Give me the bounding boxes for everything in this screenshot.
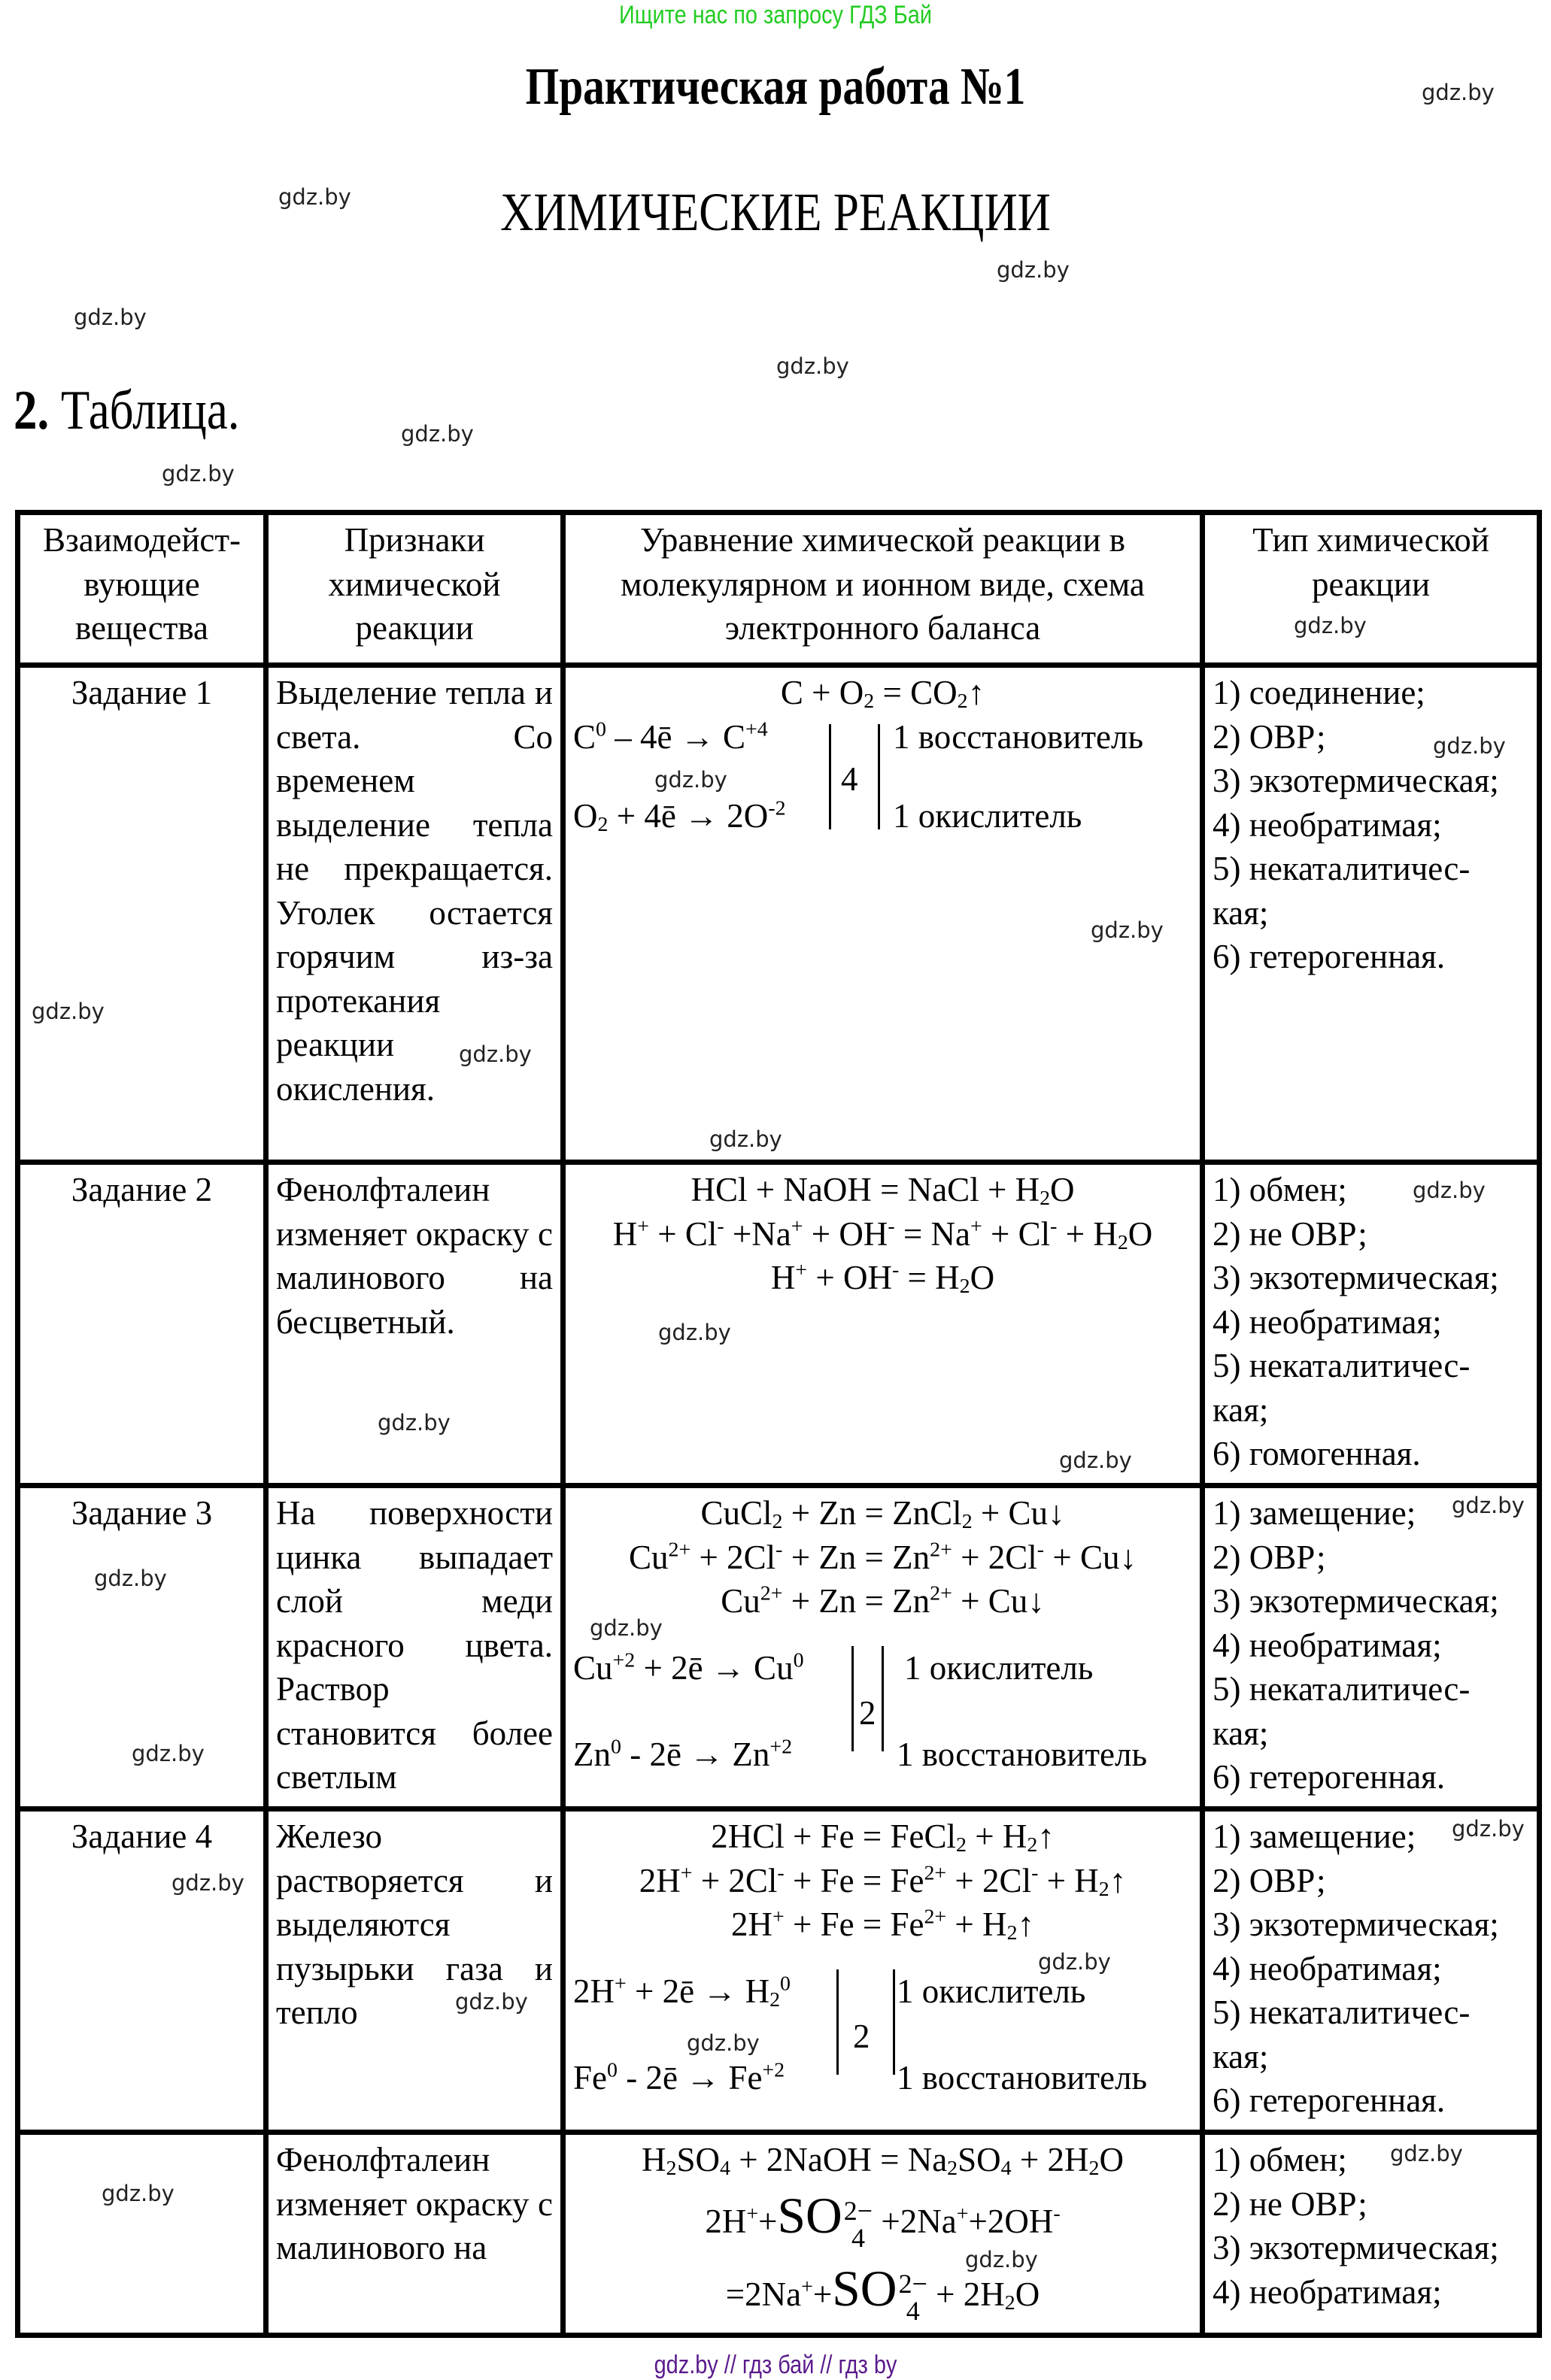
balance-role: 1 восстановитель — [897, 1735, 1147, 1773]
task-cell: Задание 3 — [18, 1486, 266, 1809]
type-item: 1) замещение; — [1213, 1818, 1416, 1855]
balance-role: 1 восстановитель — [897, 2058, 1147, 2097]
signs-cell: Фенолфталеин изменяет окраску с малинового на — [266, 2133, 563, 2336]
watermark: gdz.by — [1433, 733, 1506, 759]
molecular-equation: CuCl$_2$ + Zn = ZnCl$_2$ + Cu↓ — [700, 1494, 1065, 1534]
type-item: 3) экзотермическая; — [1213, 2229, 1499, 2266]
type-item: 2) не ОВР; — [1213, 1214, 1367, 1253]
watermark: gdz.by — [965, 2247, 1038, 2272]
section-number: 2. — [14, 380, 50, 441]
watermark: gdz.by — [658, 1320, 731, 1345]
watermark: gdz.by — [455, 1989, 528, 2015]
watermark: gdz.by — [102, 2181, 175, 2206]
watermark: gdz.by — [709, 1126, 782, 1152]
molecular-equation: 2HCl + Fe = FeCl$_2$ + $H_2↑$ — [711, 1818, 1055, 1857]
watermark: gdz.by — [74, 305, 147, 330]
header-signs: Признаки химической реакции — [266, 513, 563, 665]
molecular-equation: $C + O_2$ = $CO_2↑$ — [780, 674, 985, 714]
task-cell: Задание 1 — [18, 665, 266, 1163]
type-item: 4) необратимая; — [1213, 2272, 1442, 2311]
page-subtitle: ХИМИЧЕСКИЕ РЕАКЦИИ — [500, 182, 1051, 242]
task-cell: Задание 4 — [18, 1809, 266, 2133]
footer-links[interactable]: gdz.by // гдз бай // гдз by — [654, 2351, 897, 2379]
balance-role: 1 окислитель — [893, 796, 1082, 835]
type-item: 3) экзотермическая; — [1213, 1259, 1499, 1296]
full-ionic-equation: 2H++SO 2− 4 +2Na++2OH- — [705, 2187, 1061, 2254]
balance-role: 1 окислитель — [897, 1972, 1086, 2010]
type-cell — [1203, 2133, 1540, 2336]
electronic-balance — [573, 1646, 1192, 1773]
half-reaction-oxidation: $C^0$ – 4ē → $C^{+4}$ — [573, 717, 768, 756]
type-item: 5) некаталитичес- — [1213, 850, 1471, 887]
half-reaction-oxidation: Zn$^0$ - 2ē → $Zn^{+2}$ — [573, 1734, 793, 1773]
watermark: gdz.by — [94, 1566, 167, 1591]
balance-lcm: 2 — [859, 1693, 876, 1732]
watermark: gdz.by — [378, 1410, 451, 1436]
half-reaction-reduction: $O_2$ + 4ē → $2O^{-2}$ — [573, 796, 786, 836]
signs-cell: Выделение тепла и света. Со временем выделение тепла не прекращается. Уголек остается горячим из-за протекания реакции окисления. — [266, 665, 563, 1163]
type-item: 1) обмен; — [1213, 2141, 1347, 2178]
signs-cell: Фенолфталеин изменяет окраску с малинового на бесцветный. — [266, 1163, 563, 1486]
table-row — [18, 1809, 1540, 2133]
type-item: 5) некаталитичес- — [1213, 1993, 1471, 2031]
balance-divider — [851, 1646, 854, 1751]
type-item: кая; — [1213, 2037, 1269, 2075]
balance-lcm: 2 — [853, 2017, 870, 2055]
watermark: gdz.by — [1413, 1178, 1486, 1203]
watermark: gdz.by — [1422, 80, 1495, 105]
watermark: gdz.by — [1091, 917, 1164, 943]
watermark: gdz.by — [590, 1615, 663, 1641]
type-item: 5) некаталитичес- — [1213, 1670, 1471, 1708]
type-item: 3) экзотермическая; — [1213, 1582, 1499, 1620]
type-item: 4) необратимая; — [1213, 1626, 1442, 1664]
watermark: gdz.by — [654, 767, 727, 793]
watermark: gdz.by — [1390, 2141, 1463, 2166]
type-cell — [1203, 1163, 1540, 1486]
type-cell — [1203, 1809, 1540, 2133]
balance-divider — [893, 1969, 895, 2075]
balance-role: 1 окислитель — [904, 1648, 1094, 1687]
section-label: Таблица. — [60, 380, 240, 441]
watermark: gdz.by — [997, 257, 1070, 283]
type-item: 4) необратимая; — [1213, 1949, 1442, 1987]
watermark: gdz.by — [171, 1870, 244, 1896]
half-reaction-reduction: $Cu^{+2}$ + 2ē → $Cu^0$ — [573, 1648, 804, 1687]
watermark: gdz.by — [1059, 1448, 1132, 1473]
type-item: 3) экзотермическая; — [1213, 1906, 1499, 1943]
type-item: 1) обмен; — [1213, 1171, 1347, 1208]
full-ionic-equation: $2H^+ + 2Cl^- + Fe = Fe^{2+} + 2Cl^-$ + $H_2↑$ — [639, 1860, 1127, 1901]
type-item: 6) гетерогенная. — [1213, 2081, 1446, 2119]
watermark: gdz.by — [687, 2030, 760, 2056]
type-item: 2) не ОВР; — [1213, 2184, 1367, 2223]
watermark: gdz.by — [1452, 1816, 1525, 1842]
type-item: 4) необратимая; — [1213, 1302, 1442, 1341]
balance-divider — [878, 724, 880, 829]
type-item: 1) соединение; — [1213, 674, 1425, 711]
watermark: gdz.by — [162, 461, 235, 487]
short-ionic-equation: $H^+ + OH^- = H_2O$ — [770, 1258, 995, 1299]
type-item: 6) гетерогенная. — [1213, 1758, 1446, 1796]
type-item: кая; — [1213, 893, 1269, 932]
type-item: 2) ОВР; — [1213, 1538, 1326, 1576]
type-item: 4) необратимая; — [1213, 805, 1442, 844]
table-row — [18, 1486, 1540, 1809]
table-row — [18, 2133, 1540, 2336]
full-ionic-equation-continued: =2Na++SO 2− 4 + $2H_2O$ — [725, 2260, 1040, 2327]
table-row — [18, 665, 1540, 1163]
signs-cell: На поверхности цинка выпадает слой меди красного цвета. Раствор становится более светлым — [266, 1486, 563, 1809]
balance-divider — [882, 1646, 884, 1751]
reactions-table — [15, 510, 1542, 2338]
type-item: 6) гетерогенная. — [1213, 938, 1446, 975]
watermark: gdz.by — [459, 1041, 532, 1067]
task-cell — [18, 2133, 266, 2336]
task-cell: Задание 2 — [18, 1163, 266, 1486]
electronic-balance — [573, 1969, 1192, 2097]
full-ionic-equation: $H^+ + Cl^- +Na^+ + OH^- = Na^+ + Cl^- + H_2O$ — [612, 1214, 1153, 1254]
balance-divider — [836, 1969, 839, 2075]
type-item: 2) ОВР; — [1213, 717, 1326, 756]
watermark: gdz.by — [32, 999, 105, 1024]
signs-cell: Железо растворяется и выделяются пузырьки газа и тепло — [266, 1809, 563, 2133]
type-item: 2) ОВР; — [1213, 1861, 1326, 1899]
type-item: 5) некаталитичес- — [1213, 1347, 1471, 1384]
type-item: кая; — [1213, 1390, 1269, 1429]
header-type: Тип химической реакции — [1203, 513, 1540, 665]
watermark: gdz.by — [776, 353, 849, 379]
page-title: Практическая работа №1 — [525, 58, 1026, 116]
header-equation: Уравнение химической реакции в молекулярном и ионном виде, схема электронного баланса — [563, 513, 1203, 665]
search-banner[interactable]: Ищите нас по запросу ГДЗ Бай — [619, 1, 932, 29]
table-row — [18, 1163, 1540, 1486]
watermark: gdz.by — [401, 421, 474, 447]
short-ionic-equation: $Cu^{2+} + Zn = Zn^{2+}$ + Cu↓ — [721, 1581, 1045, 1620]
type-cell — [1203, 1486, 1540, 1809]
type-item: 6) гомогенная. — [1213, 1435, 1421, 1472]
half-reaction-oxidation: Fe$^0$ - 2ē → $Fe^{+2}$ — [573, 2057, 785, 2097]
balance-lcm: 4 — [841, 759, 858, 798]
watermark: gdz.by — [132, 1741, 205, 1766]
table-header-row — [18, 513, 1540, 665]
type-item: 3) экзотермическая; — [1213, 762, 1499, 799]
section-heading — [14, 373, 239, 448]
watermark: gdz.by — [278, 184, 351, 210]
full-ionic-equation: $Cu^{2+} + 2Cl^- + Zn = Zn^{2+} + 2Cl^-$ + Cu↓ — [629, 1537, 1137, 1576]
watermark: gdz.by — [1452, 1493, 1525, 1518]
equation-cell — [563, 2133, 1203, 2336]
short-ionic-equation: $2H^+ + Fe = Fe^{2+}$ + $H_2↑$ — [730, 1905, 1035, 1945]
balance-role: 1 восстановитель — [893, 717, 1143, 756]
equation-cell — [563, 665, 1203, 1163]
watermark: gdz.by — [1038, 1949, 1111, 1975]
watermark: gdz.by — [1294, 613, 1367, 638]
type-item: 1) замещение; — [1213, 1494, 1416, 1532]
molecular-equation: $H_2SO_4$ + 2NaOH = $Na_2SO_4 + 2H_2O$ — [642, 2141, 1124, 2181]
balance-divider — [829, 724, 831, 829]
half-reaction-reduction: 2H+ + 2ē → $H_2^0$ — [573, 1971, 791, 2012]
header-substances: Взаимодейст-вующие вещества — [18, 513, 266, 665]
type-item: кая; — [1213, 1714, 1269, 1752]
molecular-equation: HCl + NaOH = NaCl + $H_2O$ — [691, 1171, 1075, 1211]
equation-cell — [563, 1486, 1203, 1809]
